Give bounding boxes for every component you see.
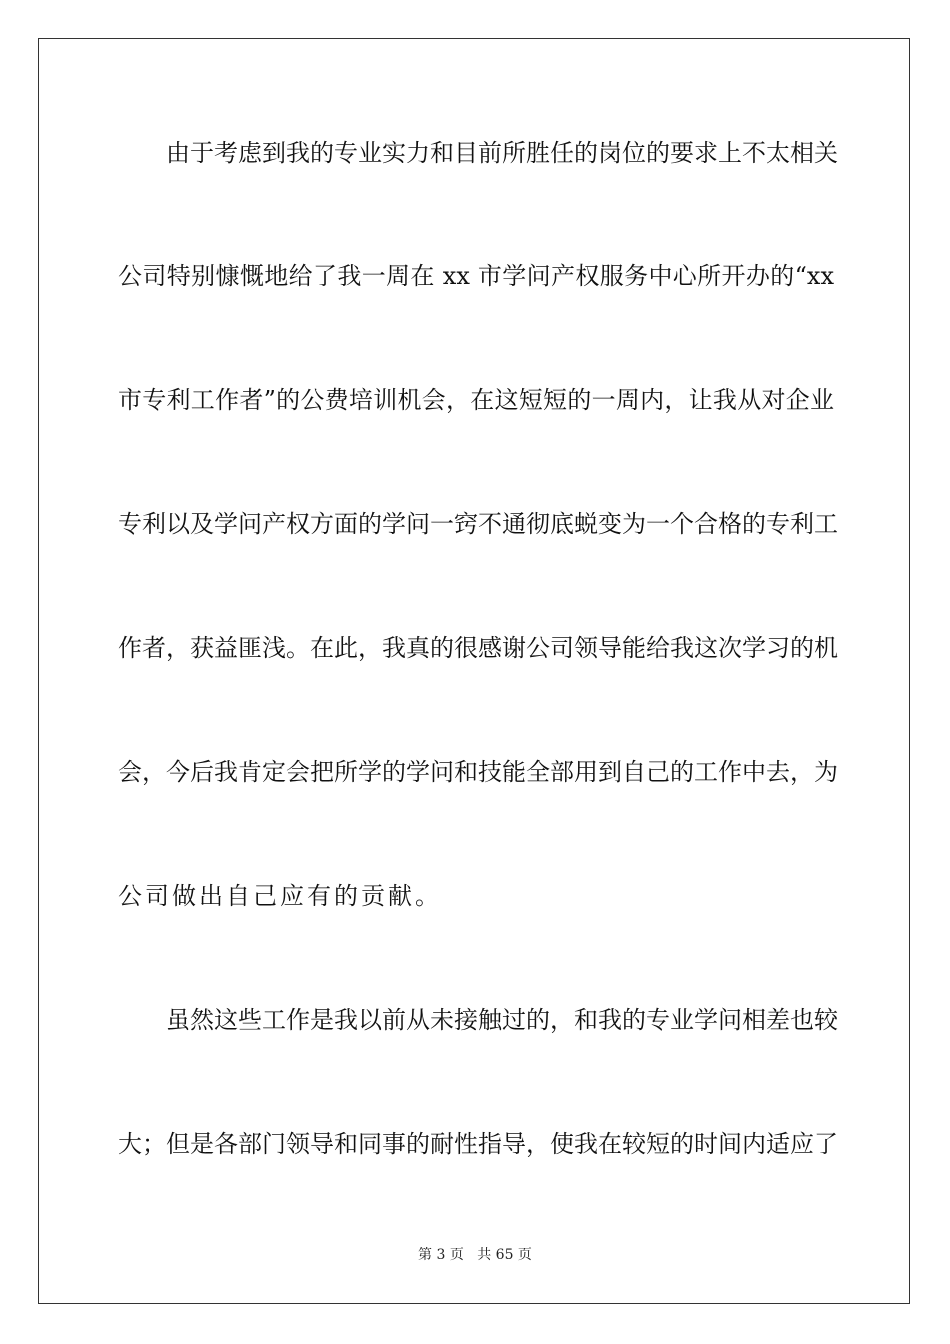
paragraph-line: 会，今后我肯定会把所学的学问和技能全部用到自己的工作中去，为 — [118, 758, 838, 786]
paragraph-line: 大；但是各部门领导和同事的耐性指导，使我在较短的时间内适应了 — [118, 1130, 838, 1158]
page-total: 共 65 页 — [477, 1247, 532, 1263]
paragraph-line: 虽然这些工作是我以前从未接触过的，和我的专业学问相差也较 — [166, 1006, 838, 1034]
paragraph-line: 公司做出自己应有的贡献。 — [118, 882, 442, 910]
paragraph-line: 公司特别慷慨地给了我一周在 xx 市学问产权服务中心所开办的“xx — [118, 262, 834, 290]
paragraph-line: 由于考虑到我的专业实力和目前所胜任的岗位的要求上不太相关 — [166, 139, 838, 167]
paragraph-line: 市专利工作者”的公费培训机会，在这短短的一周内，让我从对企业 — [118, 386, 834, 414]
page-frame — [38, 38, 910, 1304]
page-number: 第 3 页 — [418, 1247, 464, 1263]
page-footer — [0, 1246, 950, 1264]
paragraph-line: 专利以及学问产权方面的学问一窍不通彻底蜕变为一个合格的专利工 — [118, 510, 838, 538]
paragraph-line: 作者，获益匪浅。在此，我真的很感谢公司领导能给我这次学习的机 — [118, 634, 838, 662]
